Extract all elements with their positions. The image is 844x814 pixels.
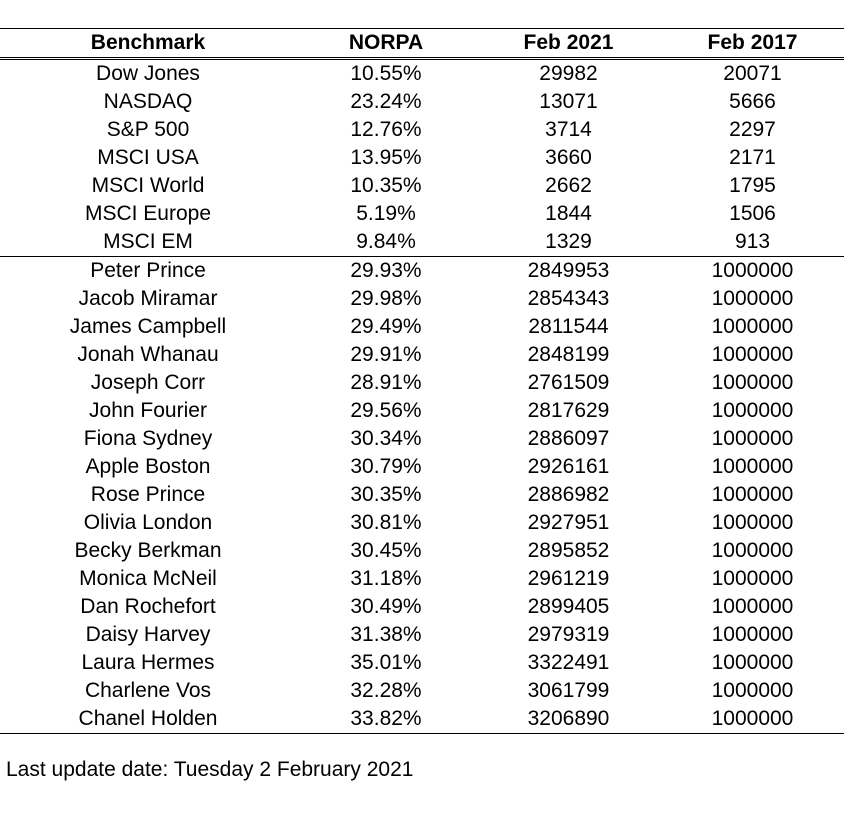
feb-2017-cell: 1000000 bbox=[711, 567, 794, 590]
participant-row bbox=[0, 313, 844, 341]
feb-2021-cell: 3660 bbox=[545, 146, 592, 169]
norpa-cell: 30.49% bbox=[350, 595, 422, 618]
feb-2021-cell: 2849953 bbox=[527, 259, 610, 282]
feb-2017-cell: 2171 bbox=[729, 146, 776, 169]
norpa-cell: 29.49% bbox=[350, 315, 422, 338]
feb-2017-cell: 1000000 bbox=[711, 343, 794, 366]
feb-2017-cell: 1000000 bbox=[711, 623, 794, 646]
norpa-cell: 31.18% bbox=[350, 567, 422, 590]
participant-row bbox=[0, 565, 844, 593]
norpa-cell: 28.91% bbox=[350, 371, 422, 394]
norpa-cell: 30.79% bbox=[350, 455, 422, 478]
name-cell: Becky Berkman bbox=[74, 539, 222, 562]
feb-2017-cell: 1795 bbox=[729, 174, 776, 197]
name-cell: S&P 500 bbox=[106, 118, 190, 141]
participant-rows bbox=[0, 257, 844, 733]
name-cell: James Campbell bbox=[69, 315, 227, 338]
column-header-benchmark: Benchmark bbox=[90, 31, 206, 54]
feb-2017-cell: 1000000 bbox=[711, 707, 794, 730]
name-cell: Peter Prince bbox=[90, 259, 206, 282]
benchmark-rows bbox=[0, 60, 844, 256]
name-cell: Joseph Corr bbox=[90, 371, 206, 394]
benchmark-row bbox=[0, 200, 844, 228]
norpa-cell: 32.28% bbox=[350, 679, 422, 702]
norpa-cell: 29.93% bbox=[350, 259, 422, 282]
norpa-cell: 5.19% bbox=[356, 202, 416, 225]
feb-2017-cell: 1000000 bbox=[711, 427, 794, 450]
participant-row bbox=[0, 593, 844, 621]
norpa-cell: 30.81% bbox=[350, 511, 422, 534]
feb-2021-cell: 2886982 bbox=[527, 483, 610, 506]
feb-2017-cell: 1000000 bbox=[711, 679, 794, 702]
name-cell: MSCI USA bbox=[97, 146, 199, 169]
feb-2017-cell: 2297 bbox=[729, 118, 776, 141]
last-update-date: Last update date: Tuesday 2 February 2021 bbox=[6, 758, 414, 781]
feb-2021-cell: 2848199 bbox=[527, 343, 610, 366]
benchmark-row bbox=[0, 88, 844, 116]
feb-2017-cell: 1000000 bbox=[711, 371, 794, 394]
norpa-cell: 33.82% bbox=[350, 707, 422, 730]
benchmark-row bbox=[0, 116, 844, 144]
feb-2021-cell: 3322491 bbox=[527, 651, 610, 674]
feb-2021-cell: 2927951 bbox=[527, 511, 610, 534]
feb-2021-cell: 13071 bbox=[539, 90, 598, 113]
feb-2021-cell: 2979319 bbox=[527, 623, 610, 646]
name-cell: Apple Boston bbox=[85, 455, 211, 478]
benchmark-row bbox=[0, 144, 844, 172]
feb-2017-cell: 1000000 bbox=[711, 511, 794, 534]
feb-2021-cell: 3061799 bbox=[527, 679, 610, 702]
name-cell: Daisy Harvey bbox=[85, 623, 211, 646]
norpa-cell: 23.24% bbox=[350, 90, 422, 113]
feb-2021-cell: 2895852 bbox=[527, 539, 610, 562]
feb-2017-cell: 1000000 bbox=[711, 399, 794, 422]
table-bottom-rule bbox=[0, 733, 844, 734]
norpa-cell: 29.56% bbox=[350, 399, 422, 422]
feb-2021-cell: 1329 bbox=[545, 230, 592, 253]
column-header-norpa: NORPA bbox=[348, 31, 424, 54]
participant-row bbox=[0, 341, 844, 369]
norpa-cell: 9.84% bbox=[356, 230, 416, 253]
name-cell: MSCI EM bbox=[103, 230, 193, 253]
participant-row bbox=[0, 705, 844, 733]
name-cell: Chanel Holden bbox=[78, 707, 218, 730]
feb-2021-cell: 2961219 bbox=[527, 567, 610, 590]
name-cell: Laura Hermes bbox=[81, 651, 215, 674]
feb-2021-cell: 2886097 bbox=[527, 427, 610, 450]
feb-2017-cell: 913 bbox=[734, 230, 771, 253]
feb-2021-cell: 2662 bbox=[545, 174, 592, 197]
feb-2017-cell: 1000000 bbox=[711, 483, 794, 506]
name-cell: Jonah Whanau bbox=[77, 343, 219, 366]
column-header-feb-2017: Feb 2017 bbox=[707, 31, 798, 54]
norpa-cell: 13.95% bbox=[350, 146, 422, 169]
feb-2021-cell: 2761509 bbox=[527, 371, 610, 394]
name-cell: Jacob Miramar bbox=[78, 287, 218, 310]
feb-2021-cell: 29982 bbox=[539, 62, 598, 85]
name-cell: Olivia London bbox=[83, 511, 213, 534]
feb-2017-cell: 1000000 bbox=[711, 539, 794, 562]
name-cell: MSCI World bbox=[91, 174, 205, 197]
norpa-cell: 31.38% bbox=[350, 623, 422, 646]
norpa-cell: 35.01% bbox=[350, 651, 422, 674]
norpa-cell: 29.98% bbox=[350, 287, 422, 310]
participant-row bbox=[0, 537, 844, 565]
name-cell: Monica McNeil bbox=[79, 567, 217, 590]
participant-row bbox=[0, 369, 844, 397]
feb-2017-cell: 1000000 bbox=[711, 315, 794, 338]
participant-row bbox=[0, 425, 844, 453]
feb-2021-cell: 3714 bbox=[545, 118, 592, 141]
norpa-cell: 30.35% bbox=[350, 483, 422, 506]
benchmark-row bbox=[0, 172, 844, 200]
feb-2017-cell: 1000000 bbox=[711, 651, 794, 674]
benchmark-row bbox=[0, 228, 844, 256]
feb-2021-cell: 2811544 bbox=[528, 315, 609, 338]
participant-row bbox=[0, 649, 844, 677]
benchmark-row bbox=[0, 60, 844, 88]
name-cell: NASDAQ bbox=[103, 90, 193, 113]
feb-2017-cell: 1000000 bbox=[711, 287, 794, 310]
participant-row bbox=[0, 677, 844, 705]
name-cell: MSCI Europe bbox=[84, 202, 212, 225]
norpa-cell: 29.91% bbox=[350, 343, 422, 366]
feb-2017-cell: 1000000 bbox=[711, 259, 794, 282]
name-cell: Dow Jones bbox=[96, 62, 200, 85]
feb-2017-cell: 1000000 bbox=[711, 595, 794, 618]
norpa-cell: 12.76% bbox=[350, 118, 422, 141]
participant-row bbox=[0, 257, 844, 285]
participant-row bbox=[0, 453, 844, 481]
name-cell: Charlene Vos bbox=[84, 679, 212, 702]
participant-row bbox=[0, 397, 844, 425]
name-cell: Dan Rochefort bbox=[80, 595, 216, 618]
feb-2021-cell: 2854343 bbox=[527, 287, 610, 310]
norpa-cell: 10.55% bbox=[350, 62, 422, 85]
participant-row bbox=[0, 621, 844, 649]
participant-row bbox=[0, 285, 844, 313]
feb-2017-cell: 1000000 bbox=[711, 455, 794, 478]
norpa-cell: 10.35% bbox=[350, 174, 422, 197]
participant-row bbox=[0, 509, 844, 537]
feb-2021-cell: 1844 bbox=[545, 202, 592, 225]
benchmark-table bbox=[0, 28, 844, 734]
feb-2021-cell: 2926161 bbox=[527, 455, 610, 478]
table-header-row bbox=[0, 29, 844, 57]
feb-2021-cell: 2899405 bbox=[527, 595, 610, 618]
feb-2017-cell: 5666 bbox=[729, 90, 776, 113]
name-cell: John Fourier bbox=[89, 399, 207, 422]
norpa-cell: 30.45% bbox=[350, 539, 422, 562]
column-header-feb-2021: Feb 2021 bbox=[523, 31, 614, 54]
norpa-cell: 30.34% bbox=[350, 427, 422, 450]
feb-2021-cell: 2817629 bbox=[527, 399, 610, 422]
participant-row bbox=[0, 481, 844, 509]
feb-2017-cell: 20071 bbox=[723, 62, 782, 85]
name-cell: Rose Prince bbox=[90, 483, 206, 506]
feb-2017-cell: 1506 bbox=[729, 202, 776, 225]
name-cell: Fiona Sydney bbox=[83, 427, 213, 450]
feb-2021-cell: 3206890 bbox=[527, 707, 610, 730]
